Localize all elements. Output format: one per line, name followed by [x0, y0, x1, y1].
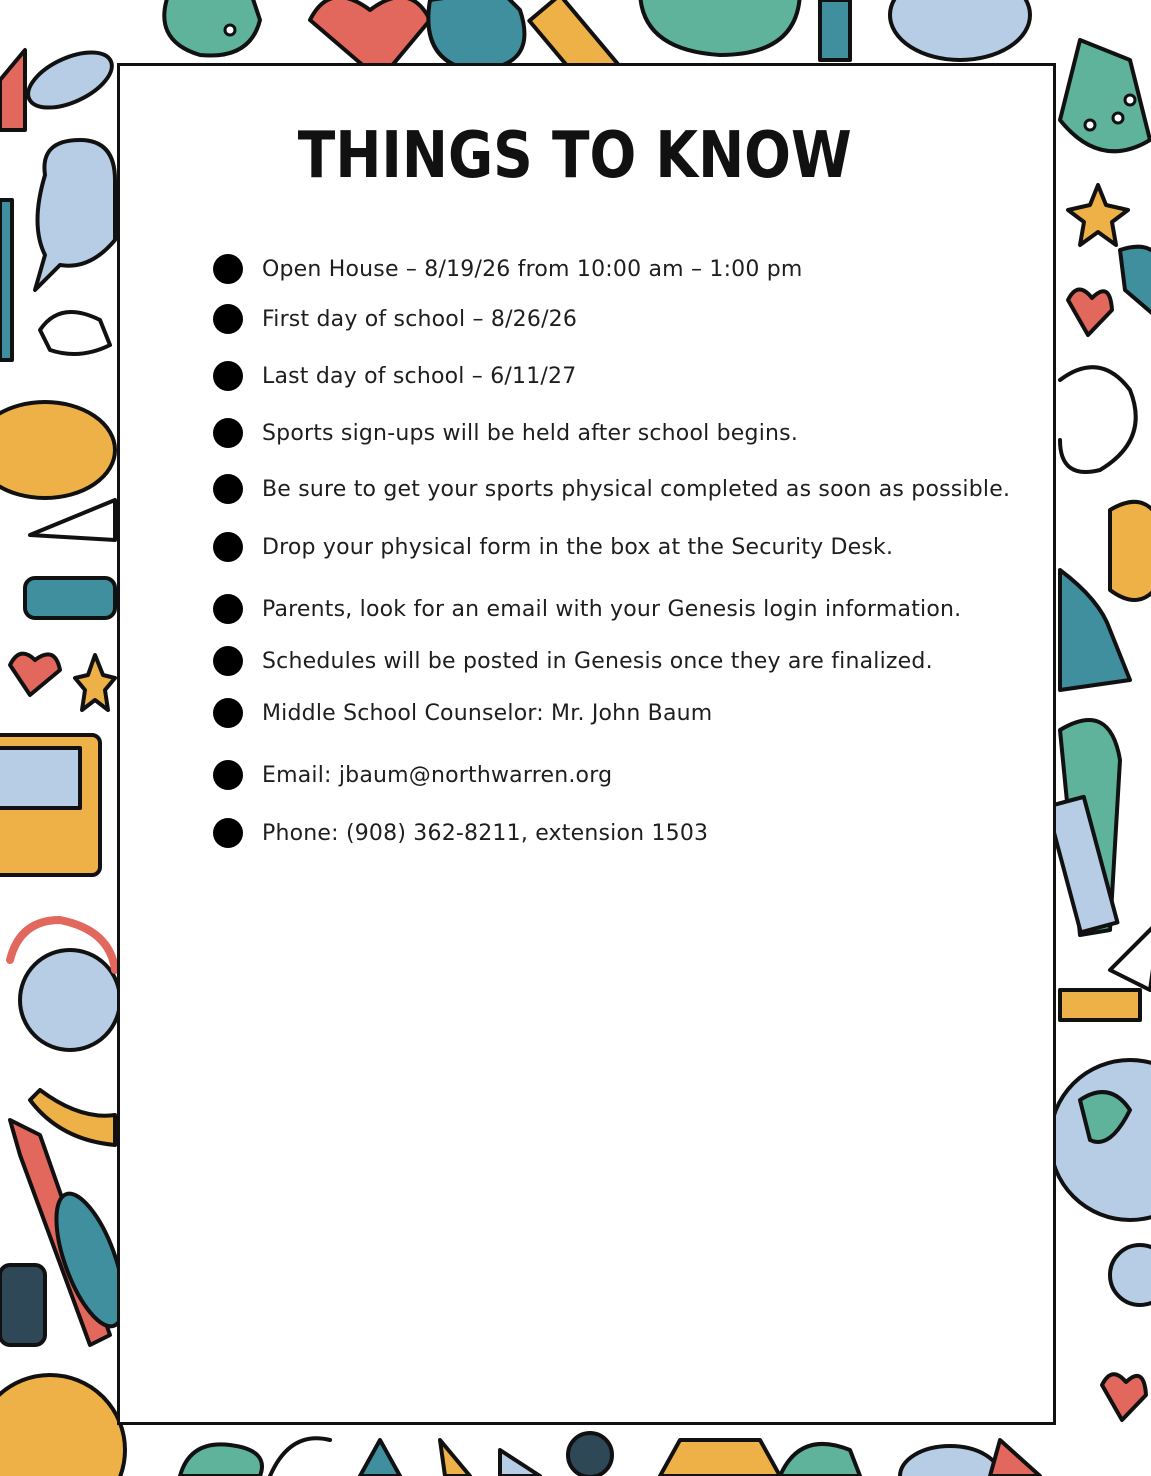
lab-flask-icon: [1060, 40, 1150, 151]
page-title: THINGS TO KNOW: [297, 119, 852, 193]
flask-icon: [20, 41, 120, 119]
heart-icon-left: [10, 654, 60, 695]
list-item-text: Sports sign-ups will be held after school begins.: [262, 420, 799, 446]
banana-icon: [30, 1090, 115, 1145]
planet-icon: [1110, 1245, 1151, 1305]
heart-icon-right: [1068, 289, 1112, 335]
bottom-doodle-8: [780, 1444, 860, 1476]
list-item-text: Middle School Counselor: Mr. John Baum: [262, 700, 713, 726]
paper-plane-icon-right: [1110, 920, 1151, 990]
backpack-icon: [640, 0, 800, 55]
list-item-text: Last day of school – 6/11/27: [262, 363, 577, 389]
basketball-icon: [0, 1375, 125, 1476]
list-item-text: Schedules will be posted in Genesis once they are finalized.: [262, 648, 933, 674]
paper-clip-icon: [40, 312, 110, 354]
house-icon: [0, 50, 25, 130]
orb-icon: [890, 0, 1030, 60]
mitten-icon: [428, 0, 524, 70]
list-item-text: Be sure to get your sports physical completed as soon as possible.: [262, 476, 1011, 502]
bottom-doodle-4: [440, 1440, 470, 1476]
info-sheet: [117, 63, 1056, 1425]
bottom-doodle-7: [660, 1440, 780, 1476]
star-icon: [75, 655, 115, 710]
ruler-icon: [0, 200, 12, 360]
bottom-doodle-6: [568, 1433, 612, 1476]
binoculars-icon: [0, 1265, 45, 1345]
tablet-icon: [1120, 247, 1151, 320]
paper-plane-icon: [30, 500, 115, 540]
list-item-text: Parents, look for an email with your Genesis login information.: [262, 596, 962, 622]
marker-icon: [820, 0, 850, 60]
bottom-doodle-5: [500, 1450, 540, 1476]
crayon-icon: [25, 578, 115, 618]
alarm-clock-icon: [20, 950, 120, 1050]
star-icon-right: [1068, 185, 1128, 245]
bottom-doodle-9: [900, 1446, 1000, 1476]
bottom-doodle-2: [270, 1438, 330, 1476]
list-item-text: Phone: (908) 362-8211, extension 1503: [262, 820, 709, 846]
list-item-text: First day of school – 8/26/26: [262, 306, 578, 332]
trophy-icon: [1110, 502, 1151, 600]
list-item-text: Drop your physical form in the box at the Security Desk.: [262, 534, 894, 560]
beaker-icon: [164, 0, 260, 56]
bottom-doodle-10: [990, 1440, 1040, 1476]
list-item-text: Email: jbaum@northwarren.org: [262, 762, 613, 788]
list-item-text: Open House – 8/19/26 from 10:00 am – 1:00 pm: [262, 256, 803, 282]
heart-icon-bottom-right: [1102, 1374, 1146, 1420]
bottom-doodle-3: [360, 1440, 400, 1476]
football-icon: [0, 402, 115, 498]
clip-icon: [1060, 367, 1136, 472]
desk-icon: [1060, 990, 1140, 1020]
bottom-doodle-1: [180, 1444, 262, 1476]
